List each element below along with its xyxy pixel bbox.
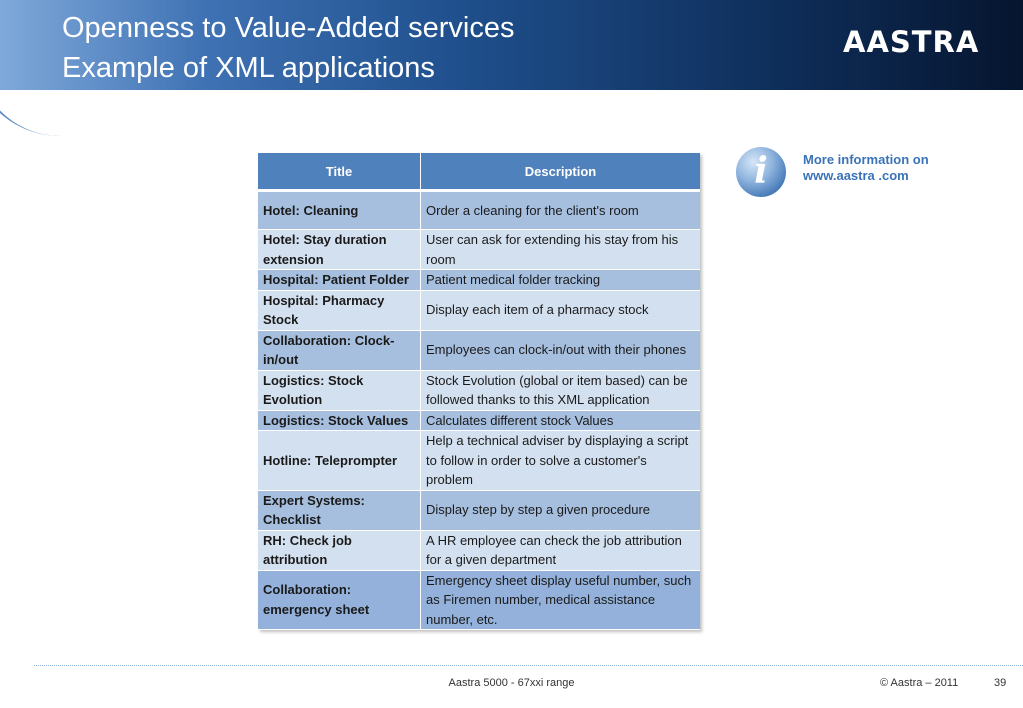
table-row (258, 570, 700, 630)
row-title: Logistics: Stock Evolution (258, 370, 421, 410)
table-row (258, 230, 700, 270)
page-number: 39 (994, 677, 1007, 689)
slide-title-line2: Example of XML applications (62, 52, 435, 84)
footer-divider (34, 665, 1023, 666)
more-info-link[interactable]: www.aastra .com (803, 168, 909, 183)
row-description: Employees can clock-in/out with their phones (421, 330, 701, 370)
row-description: User can ask for extending his stay from his room (421, 230, 701, 270)
footer-product: Aastra 5000 - 67xxi range (448, 677, 575, 689)
row-description: Stock Evolution (global or item based) can be followed thanks to this XML application (421, 370, 701, 410)
row-title: Hotel: Stay duration extension (258, 230, 421, 270)
header-banner (0, 0, 1023, 90)
row-title: Expert Systems: Checklist (258, 490, 421, 530)
row-description: Help a technical adviser by displaying a script to follow in order to solve a customer's problem (421, 431, 701, 491)
row-title: Hospital: Patient Folder (258, 270, 421, 291)
table-row (258, 530, 700, 570)
row-description: Calculates different stock Values (421, 410, 701, 431)
table-row (258, 191, 700, 230)
row-title: Hotline: Teleprompter (258, 431, 421, 491)
footer-copyright: © Aastra – 2011 (880, 677, 959, 689)
row-title: Hospital: Pharmacy Stock (258, 290, 421, 330)
row-description: Emergency sheet display useful number, such as Firemen number, medical assistance number, etc. (421, 570, 701, 630)
row-description: Patient medical folder tracking (421, 270, 701, 291)
slide-title-line1: Openness to Value-Added services (62, 12, 515, 44)
table-row (258, 410, 700, 431)
table-row (258, 290, 700, 330)
row-title: RH: Check job attribution (258, 530, 421, 570)
row-title: Collaboration: emergency sheet (258, 570, 421, 630)
table-row (258, 431, 700, 491)
column-header-title: Title (258, 153, 421, 191)
table-row (258, 370, 700, 410)
table-row (258, 330, 700, 370)
row-title: Hotel: Cleaning (258, 191, 421, 230)
row-description: Display each item of a pharmacy stock (421, 290, 701, 330)
row-title: Collaboration: Clock-in/out (258, 330, 421, 370)
row-description: Display step by step a given procedure (421, 490, 701, 530)
table-row (258, 490, 700, 530)
header-curve-decoration (0, 86, 260, 136)
xml-applications-table (258, 153, 700, 630)
row-title: Logistics: Stock Values (258, 410, 421, 431)
column-header-description: Description (421, 153, 701, 191)
more-info-line1: More information on (803, 152, 929, 167)
table-header-row (258, 153, 700, 191)
aastra-logo: AASTRA (843, 25, 980, 59)
table-row (258, 270, 700, 291)
more-info-text (803, 152, 993, 184)
row-description: Order a cleaning for the client's room (421, 191, 701, 230)
info-icon: i (736, 147, 786, 197)
row-description: A HR employee can check the job attribution for a given department (421, 530, 701, 570)
